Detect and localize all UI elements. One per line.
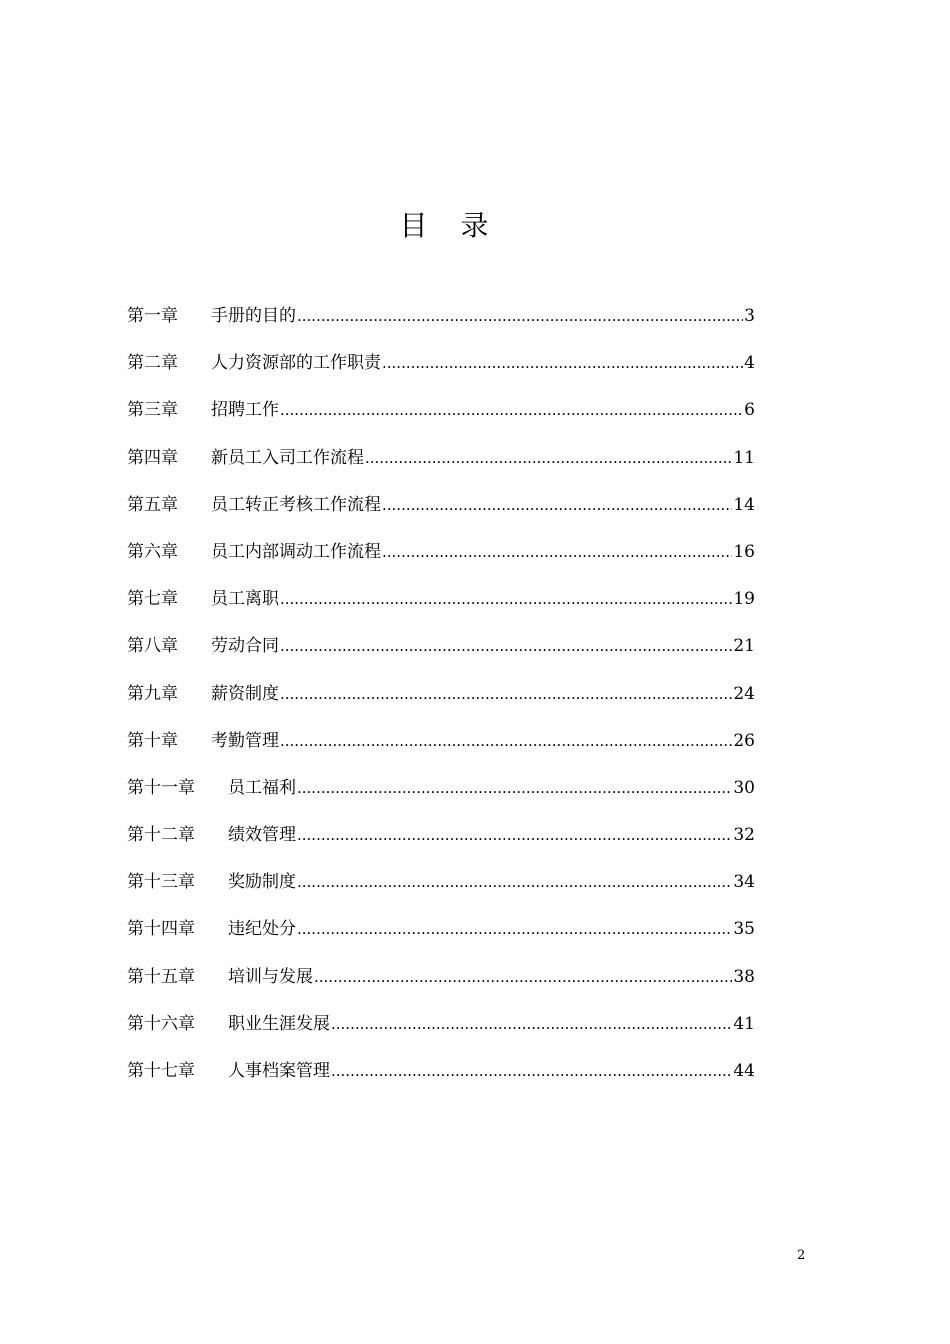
toc-entry-title: 人力资源部的工作职责 xyxy=(211,353,381,374)
toc-entry-title: 考勤管理 xyxy=(211,730,279,751)
toc-page-number: 14 xyxy=(733,494,755,515)
toc-entry[interactable] xyxy=(127,915,755,962)
toc-chapter-label: 第六章 xyxy=(127,541,178,562)
toc-chapter-label: 第十章 xyxy=(127,730,178,751)
dot-leader xyxy=(365,444,732,472)
toc-chapter-label: 第九章 xyxy=(127,683,178,704)
dot-leader xyxy=(331,1010,732,1038)
toc-entry-title: 新员工入司工作流程 xyxy=(211,447,364,468)
dot-leader xyxy=(280,585,732,613)
toc-entry-title: 职业生涯发展 xyxy=(228,1013,330,1034)
toc-chapter-label: 第十七章 xyxy=(127,1061,195,1081)
toc-chapter-label: 第十六章 xyxy=(127,1013,195,1034)
toc-chapter-label: 第十五章 xyxy=(127,966,195,987)
dot-leader xyxy=(297,821,732,849)
toc-chapter-label: 第四章 xyxy=(127,447,178,468)
toc-entry-title: 手册的目的 xyxy=(211,306,296,326)
toc-entry[interactable] xyxy=(127,821,755,868)
toc-page-number: 24 xyxy=(733,683,755,704)
dot-leader xyxy=(382,491,732,519)
dot-leader xyxy=(280,727,732,755)
toc-entry-title: 劳动合同 xyxy=(211,636,279,657)
toc-entry[interactable] xyxy=(127,774,755,821)
dot-leader xyxy=(297,868,732,896)
toc-entry[interactable] xyxy=(127,302,755,349)
toc-chapter-label: 第三章 xyxy=(127,400,178,421)
dot-leader xyxy=(280,680,732,708)
dot-leader xyxy=(382,349,743,377)
toc-chapter-label: 第八章 xyxy=(127,636,178,657)
toc-chapter-label: 第一章 xyxy=(127,306,178,326)
toc-chapter-label: 第十三章 xyxy=(127,872,195,893)
toc-entry-title: 奖励制度 xyxy=(228,872,296,893)
toc-entry-title: 员工福利 xyxy=(228,777,296,798)
toc-entry[interactable] xyxy=(127,585,755,632)
toc-entry[interactable] xyxy=(127,491,755,538)
toc-page-number: 26 xyxy=(733,730,755,751)
toc-page-number: 21 xyxy=(733,636,755,657)
toc-entry-title: 员工离职 xyxy=(211,589,279,610)
dot-leader xyxy=(314,963,732,991)
toc-page-number: 35 xyxy=(733,919,755,940)
toc-chapter-label: 第十四章 xyxy=(127,919,195,940)
toc-entry[interactable] xyxy=(127,396,755,443)
footer-page-number: 2 xyxy=(797,1248,806,1263)
table-of-contents xyxy=(127,302,755,1104)
toc-entry-title: 绩效管理 xyxy=(228,825,296,846)
dot-leader xyxy=(280,396,743,424)
toc-page-number: 34 xyxy=(733,872,755,893)
toc-page-number: 41 xyxy=(733,1013,755,1034)
toc-entry-title: 招聘工作 xyxy=(211,400,279,421)
toc-page-number: 3 xyxy=(744,306,755,326)
toc-entry[interactable] xyxy=(127,632,755,679)
toc-page-number: 4 xyxy=(744,353,755,374)
toc-page-number: 32 xyxy=(733,825,755,846)
toc-entry[interactable] xyxy=(127,444,755,491)
toc-entry[interactable] xyxy=(127,868,755,915)
toc-entry[interactable] xyxy=(127,1057,755,1104)
dot-leader xyxy=(297,774,732,802)
toc-entry-title: 违纪处分 xyxy=(228,919,296,940)
toc-entry[interactable] xyxy=(127,727,755,774)
toc-chapter-label: 第二章 xyxy=(127,353,178,374)
toc-entry[interactable] xyxy=(127,1010,755,1057)
toc-entry-title: 人事档案管理 xyxy=(228,1061,330,1081)
toc-page-number: 16 xyxy=(733,541,755,562)
toc-page-number: 6 xyxy=(744,400,755,421)
dot-leader xyxy=(297,302,743,330)
toc-entry-title: 员工转正考核工作流程 xyxy=(211,494,381,515)
toc-page-number: 44 xyxy=(733,1061,755,1081)
dot-leader xyxy=(331,1057,732,1085)
toc-chapter-label: 第五章 xyxy=(127,494,178,515)
toc-page-number: 11 xyxy=(733,447,755,468)
page-title: 目 录 xyxy=(399,209,501,242)
toc-entry[interactable] xyxy=(127,680,755,727)
dot-leader xyxy=(382,538,732,566)
dot-leader xyxy=(297,915,732,943)
toc-entry[interactable] xyxy=(127,349,755,396)
toc-entry-title: 薪资制度 xyxy=(211,683,279,704)
toc-chapter-label: 第七章 xyxy=(127,589,178,610)
dot-leader xyxy=(280,632,732,660)
toc-page-number: 19 xyxy=(733,589,755,610)
toc-entry-title: 培训与发展 xyxy=(228,966,313,987)
toc-entry[interactable] xyxy=(127,963,755,1010)
toc-page-number: 30 xyxy=(733,777,755,798)
toc-chapter-label: 第十一章 xyxy=(127,777,195,798)
toc-page-number: 38 xyxy=(733,966,755,987)
toc-entry[interactable] xyxy=(127,538,755,585)
toc-entry-title: 员工内部调动工作流程 xyxy=(211,541,381,562)
toc-chapter-label: 第十二章 xyxy=(127,825,195,846)
